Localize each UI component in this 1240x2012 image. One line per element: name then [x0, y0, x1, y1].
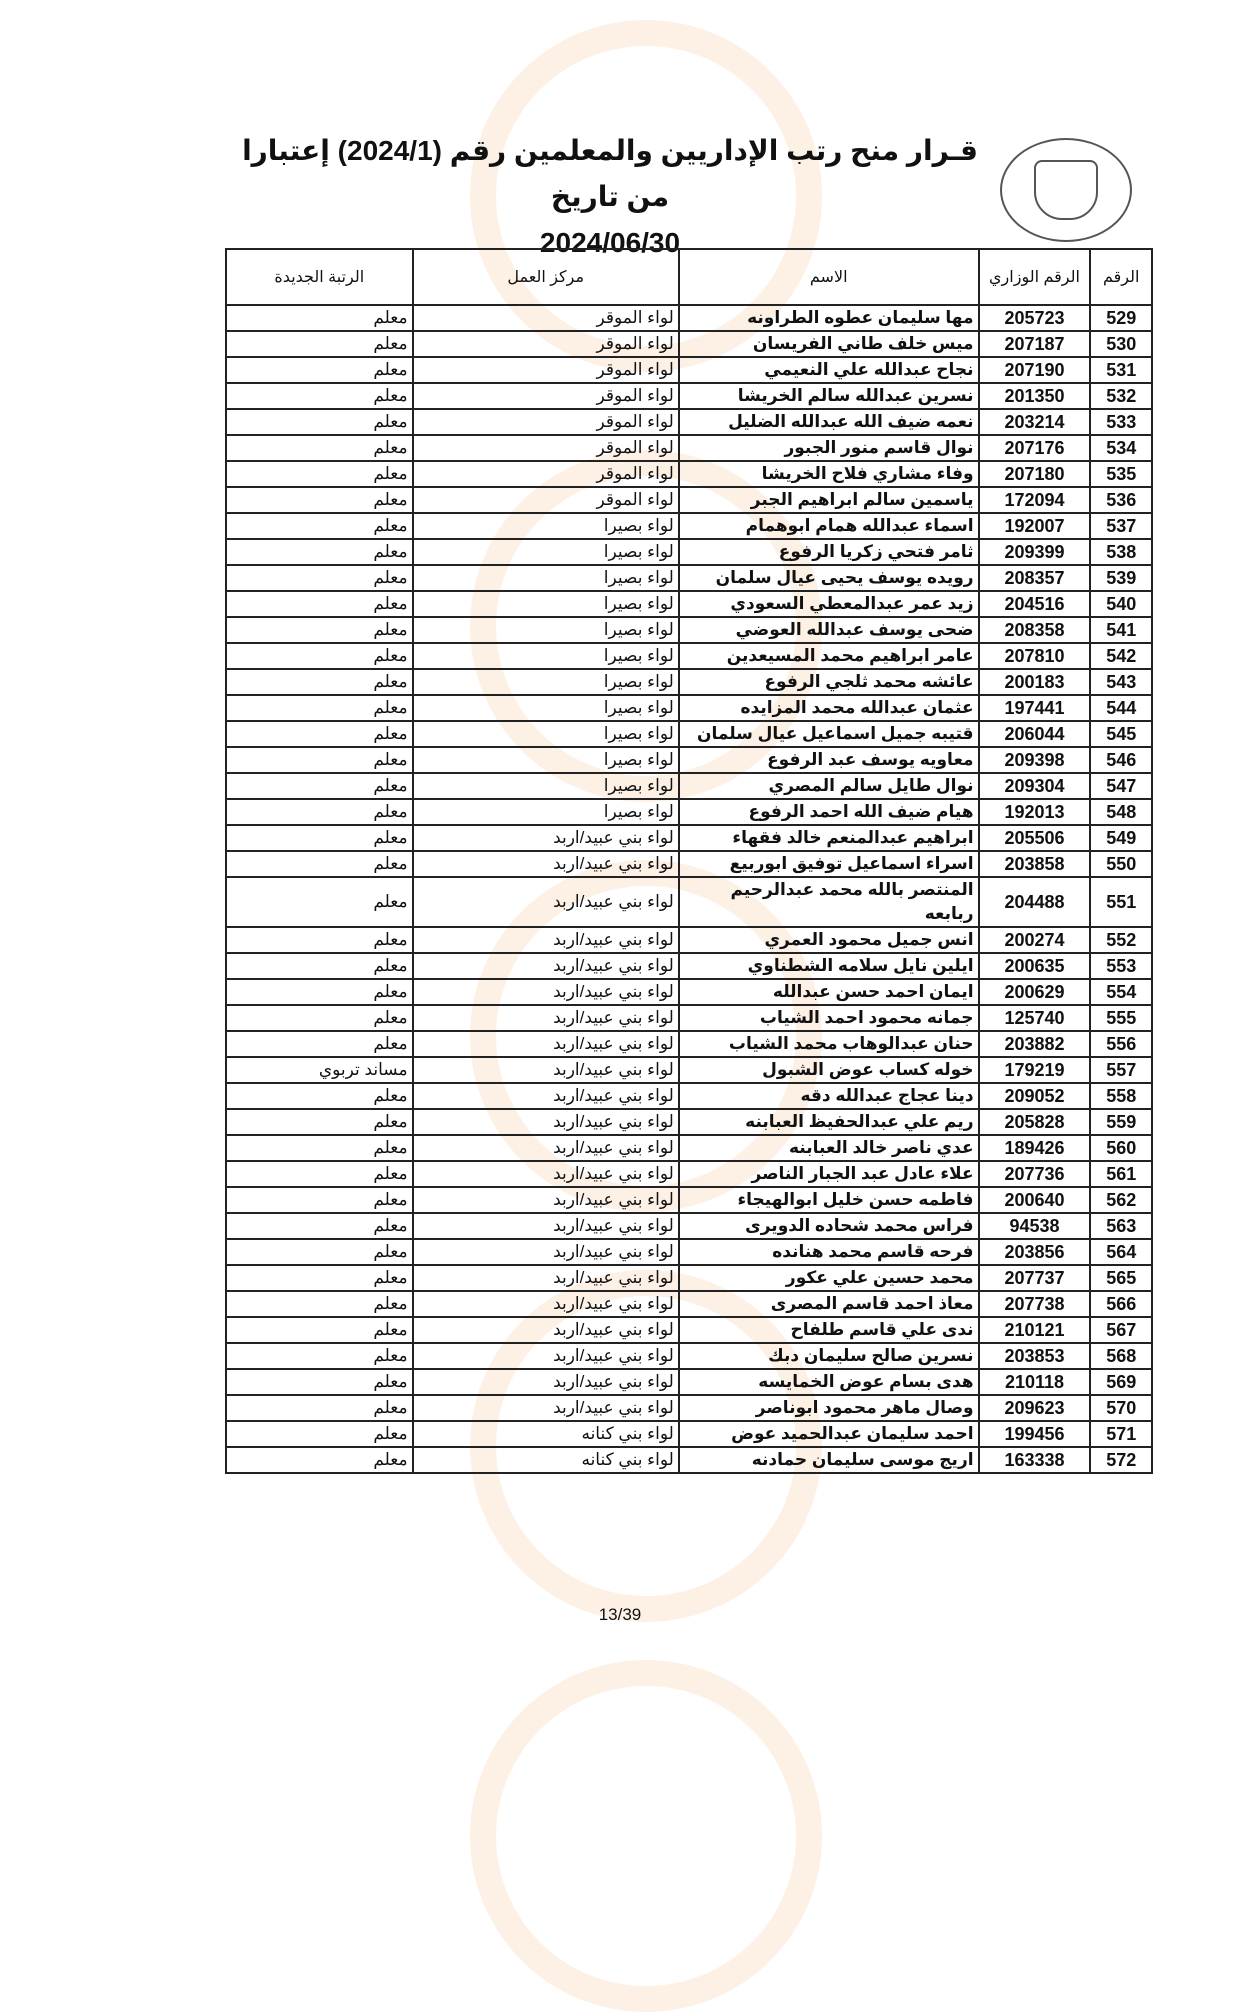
ministry-number: 207736: [979, 1161, 1091, 1187]
ministry-number: 203856: [979, 1239, 1091, 1265]
work-center: لواء بني عبيد/اربد: [413, 1031, 679, 1057]
table-row: [226, 1213, 1152, 1239]
employee-name: ياسمين سالم ابراهيم الجبر: [679, 487, 979, 513]
ministry-number: 206044: [979, 721, 1091, 747]
new-rank: معلم: [226, 825, 413, 851]
table-row: [226, 1109, 1152, 1135]
row-number: 538: [1090, 539, 1152, 565]
row-number: 532: [1090, 383, 1152, 409]
new-rank: معلم: [226, 487, 413, 513]
crown-icon: [1034, 160, 1098, 220]
ministry-number: 189426: [979, 1135, 1091, 1161]
table-row: [226, 1083, 1152, 1109]
row-number: 572: [1090, 1447, 1152, 1473]
new-rank: معلم: [226, 1213, 413, 1239]
ministry-number: 209398: [979, 747, 1091, 773]
ministry-number: 197441: [979, 695, 1091, 721]
new-rank: معلم: [226, 1161, 413, 1187]
work-center: لواء بني عبيد/اربد: [413, 953, 679, 979]
new-rank: معلم: [226, 409, 413, 435]
ministry-number: 192007: [979, 513, 1091, 539]
row-number: 533: [1090, 409, 1152, 435]
table-row: [226, 851, 1152, 877]
row-number: 545: [1090, 721, 1152, 747]
work-center: لواء بصيرا: [413, 773, 679, 799]
row-number: 557: [1090, 1057, 1152, 1083]
employee-name: دينا عجاج عبدالله دقه: [679, 1083, 979, 1109]
ministry-number: 200640: [979, 1187, 1091, 1213]
work-center: لواء الموقر: [413, 409, 679, 435]
ministry-number: 205506: [979, 825, 1091, 851]
ministry-number: 199456: [979, 1421, 1091, 1447]
ministry-number: 209052: [979, 1083, 1091, 1109]
ministry-number: 200629: [979, 979, 1091, 1005]
ministry-number: 207190: [979, 357, 1091, 383]
ministry-number: 205723: [979, 305, 1091, 331]
table-row: [226, 487, 1152, 513]
work-center: لواء بصيرا: [413, 747, 679, 773]
ministry-number: 208357: [979, 565, 1091, 591]
new-rank: معلم: [226, 747, 413, 773]
employee-name: خوله كساب عوض الشبول: [679, 1057, 979, 1083]
employee-name: ثامر فتحي زكريا الرفوع: [679, 539, 979, 565]
work-center: لواء بني عبيد/اربد: [413, 1083, 679, 1109]
row-number: 564: [1090, 1239, 1152, 1265]
new-rank: معلم: [226, 927, 413, 953]
table-row: [226, 383, 1152, 409]
title-line-1: قـرار منح رتب الإداريين والمعلمين رقم (2024/1) إعتبارا من تاريخ: [242, 135, 978, 212]
new-rank: معلم: [226, 1421, 413, 1447]
ministry-number: 203214: [979, 409, 1091, 435]
employee-name: وصال ماهر محمود ابوناصر: [679, 1395, 979, 1421]
row-number: 565: [1090, 1265, 1152, 1291]
new-rank: معلم: [226, 1239, 413, 1265]
work-center: لواء الموقر: [413, 383, 679, 409]
new-rank: معلم: [226, 1395, 413, 1421]
new-rank: معلم: [226, 1291, 413, 1317]
row-number: 551: [1090, 877, 1152, 927]
employee-name: نوال طايل سالم المصري: [679, 773, 979, 799]
employee-name: انس جميل محمود العمري: [679, 927, 979, 953]
work-center: لواء بني عبيد/اربد: [413, 1135, 679, 1161]
new-rank: معلم: [226, 953, 413, 979]
title-date: 2024/06/30: [539, 227, 681, 258]
employee-name: اريج موسى سليمان حمادنه: [679, 1447, 979, 1473]
ministry-number: 204516: [979, 591, 1091, 617]
watermark-clock: [470, 1660, 822, 2012]
employee-name: جمانه محمود احمد الشياب: [679, 1005, 979, 1031]
table-row: [226, 953, 1152, 979]
employee-name: رويده يوسف يحيى عيال سلمان: [679, 565, 979, 591]
new-rank: معلم: [226, 617, 413, 643]
employee-name: قتيبه جميل اسماعيل عيال سلمان: [679, 721, 979, 747]
row-number: 546: [1090, 747, 1152, 773]
employee-name: وفاء مشاري فلاح الخريشا: [679, 461, 979, 487]
employee-name: ميس خلف طاني الفريسان: [679, 331, 979, 357]
work-center: لواء بني عبيد/اربد: [413, 1343, 679, 1369]
header-no: الرقم: [1090, 249, 1152, 305]
work-center: لواء بني عبيد/اربد: [413, 979, 679, 1005]
new-rank: معلم: [226, 721, 413, 747]
row-number: 559: [1090, 1109, 1152, 1135]
ministry-number: 209399: [979, 539, 1091, 565]
table-body: [226, 305, 1152, 1473]
work-center: لواء بصيرا: [413, 695, 679, 721]
row-number: 560: [1090, 1135, 1152, 1161]
new-rank: معلم: [226, 305, 413, 331]
table-row: [226, 747, 1152, 773]
employee-name: علاء عادل عبد الجبار الناصر: [679, 1161, 979, 1187]
table-row: [226, 1135, 1152, 1161]
work-center: لواء بني عبيد/اربد: [413, 1213, 679, 1239]
employee-name: معاويه يوسف عبد الرفوع: [679, 747, 979, 773]
new-rank: معلم: [226, 1031, 413, 1057]
ministry-number: 208358: [979, 617, 1091, 643]
row-number: 540: [1090, 591, 1152, 617]
employee-name: نوال قاسم منور الجبور: [679, 435, 979, 461]
employee-name: نعمه ضيف الله عبدالله الضليل: [679, 409, 979, 435]
row-number: 539: [1090, 565, 1152, 591]
ministry-number: 200635: [979, 953, 1091, 979]
employee-name: ضحى يوسف عبدالله العوضي: [679, 617, 979, 643]
table-row: [226, 591, 1152, 617]
new-rank: معلم: [226, 435, 413, 461]
table-row: [226, 927, 1152, 953]
new-rank: معلم: [226, 357, 413, 383]
work-center: لواء بني عبيد/اربد: [413, 1317, 679, 1343]
table-row: [226, 825, 1152, 851]
new-rank: معلم: [226, 1317, 413, 1343]
new-rank: مساند تربوي: [226, 1057, 413, 1083]
row-number: 542: [1090, 643, 1152, 669]
row-number: 571: [1090, 1421, 1152, 1447]
work-center: لواء بني عبيد/اربد: [413, 851, 679, 877]
ministry-number: 205828: [979, 1109, 1091, 1135]
table-row: [226, 1343, 1152, 1369]
table-row: [226, 1031, 1152, 1057]
work-center: لواء بني كنانه: [413, 1447, 679, 1473]
new-rank: معلم: [226, 1005, 413, 1031]
employee-name: ندى علي قاسم طلفاح: [679, 1317, 979, 1343]
employee-name: هدى بسام عوض الخمايسه: [679, 1369, 979, 1395]
page-number: 13/39: [598, 1605, 642, 1624]
new-rank: معلم: [226, 773, 413, 799]
work-center: لواء بصيرا: [413, 669, 679, 695]
employee-name: نسرين عبدالله سالم الخريشا: [679, 383, 979, 409]
new-rank: معلم: [226, 979, 413, 1005]
row-number: 552: [1090, 927, 1152, 953]
table-row: [226, 1291, 1152, 1317]
row-number: 544: [1090, 695, 1152, 721]
new-rank: معلم: [226, 1265, 413, 1291]
new-rank: معلم: [226, 1369, 413, 1395]
new-rank: معلم: [226, 877, 413, 927]
employee-name: فرحه قاسم محمد هنانده: [679, 1239, 979, 1265]
row-number: 563: [1090, 1213, 1152, 1239]
ministry-number: 207187: [979, 331, 1091, 357]
header-new-rank: الرتبة الجديدة: [226, 249, 413, 305]
ministry-number: 209623: [979, 1395, 1091, 1421]
ministry-number: 210121: [979, 1317, 1091, 1343]
table-row: [226, 877, 1152, 927]
row-number: 541: [1090, 617, 1152, 643]
work-center: لواء بني عبيد/اربد: [413, 1239, 679, 1265]
row-number: 555: [1090, 1005, 1152, 1031]
table-row: [226, 435, 1152, 461]
employee-name: احمد سليمان عبدالحميد عوض: [679, 1421, 979, 1447]
employee-name: المنتصر بالله محمد عبدالرحيم ربابعه: [679, 877, 979, 927]
work-center: لواء بني عبيد/اربد: [413, 825, 679, 851]
work-center: لواء بصيرا: [413, 617, 679, 643]
ministry-number: 203853: [979, 1343, 1091, 1369]
new-rank: معلم: [226, 1135, 413, 1161]
employee-name: عامر ابراهيم محمد المسيعدين: [679, 643, 979, 669]
work-center: لواء الموقر: [413, 435, 679, 461]
work-center: لواء بني عبيد/اربد: [413, 1187, 679, 1213]
row-number: 569: [1090, 1369, 1152, 1395]
row-number: 570: [1090, 1395, 1152, 1421]
work-center: لواء الموقر: [413, 305, 679, 331]
new-rank: معلم: [226, 1187, 413, 1213]
table-row: [226, 1187, 1152, 1213]
employee-name: نسرين صالح سليمان دبك: [679, 1343, 979, 1369]
work-center: لواء بني عبيد/اربد: [413, 1109, 679, 1135]
promotions-table: [225, 248, 1153, 1474]
table-row: [226, 1421, 1152, 1447]
row-number: 567: [1090, 1317, 1152, 1343]
row-number: 562: [1090, 1187, 1152, 1213]
work-center: لواء بصيرا: [413, 513, 679, 539]
work-center: لواء الموقر: [413, 487, 679, 513]
employee-name: نجاح عبدالله علي النعيمي: [679, 357, 979, 383]
employee-name: عائشه محمد ثلجي الرفوع: [679, 669, 979, 695]
work-center: لواء بني عبيد/اربد: [413, 1369, 679, 1395]
ministry-emblem: [1000, 138, 1132, 242]
row-number: 566: [1090, 1291, 1152, 1317]
row-number: 548: [1090, 799, 1152, 825]
ministry-number: 201350: [979, 383, 1091, 409]
employee-name: فاطمه حسن خليل ابوالهيجاء: [679, 1187, 979, 1213]
table-row: [226, 1161, 1152, 1187]
row-number: 561: [1090, 1161, 1152, 1187]
table-row: [226, 1369, 1152, 1395]
row-number: 530: [1090, 331, 1152, 357]
work-center: لواء بني عبيد/اربد: [413, 1395, 679, 1421]
ministry-number: 207176: [979, 435, 1091, 461]
table-header-row: [226, 249, 1152, 305]
new-rank: معلم: [226, 331, 413, 357]
new-rank: معلم: [226, 851, 413, 877]
employee-name: اسراء اسماعيل توفيق ابوربيع: [679, 851, 979, 877]
table-row: [226, 721, 1152, 747]
work-center: لواء بصيرا: [413, 643, 679, 669]
employee-name: عثمان عبدالله محمد المزايده: [679, 695, 979, 721]
row-number: 536: [1090, 487, 1152, 513]
header-ministry-no: الرقم الوزاري: [979, 249, 1091, 305]
employee-name: هيام ضيف الله احمد الرفوع: [679, 799, 979, 825]
table-row: [226, 1005, 1152, 1031]
work-center: لواء الموقر: [413, 461, 679, 487]
table-row: [226, 643, 1152, 669]
work-center: لواء الموقر: [413, 331, 679, 357]
ministry-number: 207738: [979, 1291, 1091, 1317]
new-rank: معلم: [226, 539, 413, 565]
new-rank: معلم: [226, 513, 413, 539]
ministry-number: 204488: [979, 877, 1091, 927]
ministry-number: 210118: [979, 1369, 1091, 1395]
row-number: 537: [1090, 513, 1152, 539]
new-rank: معلم: [226, 643, 413, 669]
table-row: [226, 1265, 1152, 1291]
table-row: [226, 331, 1152, 357]
ministry-number: 125740: [979, 1005, 1091, 1031]
work-center: لواء بصيرا: [413, 565, 679, 591]
table-row: [226, 539, 1152, 565]
ministry-number: 209304: [979, 773, 1091, 799]
employee-name: عدي ناصر خالد العبابنه: [679, 1135, 979, 1161]
employee-name: ايلين نايل سلامه الشطناوي: [679, 953, 979, 979]
ministry-number: 203882: [979, 1031, 1091, 1057]
header-name: الاسم: [679, 249, 979, 305]
row-number: 556: [1090, 1031, 1152, 1057]
page-title: [240, 128, 980, 266]
new-rank: معلم: [226, 1083, 413, 1109]
ministry-number: 207810: [979, 643, 1091, 669]
table-row: [226, 357, 1152, 383]
work-center: لواء بني عبيد/اربد: [413, 877, 679, 927]
header-work-center: مركز العمل: [413, 249, 679, 305]
new-rank: معلم: [226, 565, 413, 591]
table-row: [226, 669, 1152, 695]
ministry-number: 207180: [979, 461, 1091, 487]
new-rank: معلم: [226, 1447, 413, 1473]
table-row: [226, 979, 1152, 1005]
ministry-number: 200274: [979, 927, 1091, 953]
row-number: 529: [1090, 305, 1152, 331]
work-center: لواء بني عبيد/اربد: [413, 1161, 679, 1187]
work-center: لواء بصيرا: [413, 591, 679, 617]
table-row: [226, 513, 1152, 539]
work-center: لواء بني عبيد/اربد: [413, 927, 679, 953]
table-row: [226, 1317, 1152, 1343]
table-row: [226, 305, 1152, 331]
row-number: 547: [1090, 773, 1152, 799]
employee-name: ريم علي عبدالحفيظ العبابنه: [679, 1109, 979, 1135]
employee-name: فراس محمد شحاده الدويرى: [679, 1213, 979, 1239]
table-row: [226, 1057, 1152, 1083]
row-number: 554: [1090, 979, 1152, 1005]
ministry-number: 207737: [979, 1265, 1091, 1291]
employee-name: محمد حسين علي عكور: [679, 1265, 979, 1291]
new-rank: معلم: [226, 695, 413, 721]
employee-name: حنان عبدالوهاب محمد الشياب: [679, 1031, 979, 1057]
work-center: لواء بني عبيد/اربد: [413, 1291, 679, 1317]
ministry-number: 179219: [979, 1057, 1091, 1083]
work-center: لواء بني كنانه: [413, 1421, 679, 1447]
work-center: لواء بني عبيد/اربد: [413, 1265, 679, 1291]
work-center: لواء بني عبيد/اربد: [413, 1057, 679, 1083]
row-number: 534: [1090, 435, 1152, 461]
row-number: 531: [1090, 357, 1152, 383]
row-number: 549: [1090, 825, 1152, 851]
ministry-number: 200183: [979, 669, 1091, 695]
employee-name: ايمان احمد حسن عبدالله: [679, 979, 979, 1005]
new-rank: معلم: [226, 461, 413, 487]
employee-name: ابراهيم عبدالمنعم خالد فقهاء: [679, 825, 979, 851]
new-rank: معلم: [226, 1109, 413, 1135]
table-row: [226, 773, 1152, 799]
table-row: [226, 409, 1152, 435]
row-number: 535: [1090, 461, 1152, 487]
row-number: 558: [1090, 1083, 1152, 1109]
work-center: لواء بصيرا: [413, 539, 679, 565]
new-rank: معلم: [226, 1343, 413, 1369]
table-row: [226, 461, 1152, 487]
employee-name: زيد عمر عبدالمعطي السعودي: [679, 591, 979, 617]
employee-name: مها سليمان عطوه الطراونه: [679, 305, 979, 331]
table-row: [226, 695, 1152, 721]
table-row: [226, 565, 1152, 591]
new-rank: معلم: [226, 383, 413, 409]
ministry-number: 172094: [979, 487, 1091, 513]
employee-name: اسماء عبدالله همام ابوهمام: [679, 513, 979, 539]
employee-name: معاذ احمد قاسم المصرى: [679, 1291, 979, 1317]
ministry-number: 203858: [979, 851, 1091, 877]
work-center: لواء الموقر: [413, 357, 679, 383]
work-center: لواء بصيرا: [413, 721, 679, 747]
table-row: [226, 1395, 1152, 1421]
row-number: 553: [1090, 953, 1152, 979]
ministry-number: 163338: [979, 1447, 1091, 1473]
new-rank: معلم: [226, 591, 413, 617]
ministry-number: 94538: [979, 1213, 1091, 1239]
work-center: لواء بني عبيد/اربد: [413, 1005, 679, 1031]
table-row: [226, 1239, 1152, 1265]
row-number: 568: [1090, 1343, 1152, 1369]
row-number: 543: [1090, 669, 1152, 695]
new-rank: معلم: [226, 669, 413, 695]
table-row: [226, 799, 1152, 825]
work-center: لواء بصيرا: [413, 799, 679, 825]
table-row: [226, 617, 1152, 643]
new-rank: معلم: [226, 799, 413, 825]
ministry-number: 192013: [979, 799, 1091, 825]
row-number: 550: [1090, 851, 1152, 877]
table-row: [226, 1447, 1152, 1473]
